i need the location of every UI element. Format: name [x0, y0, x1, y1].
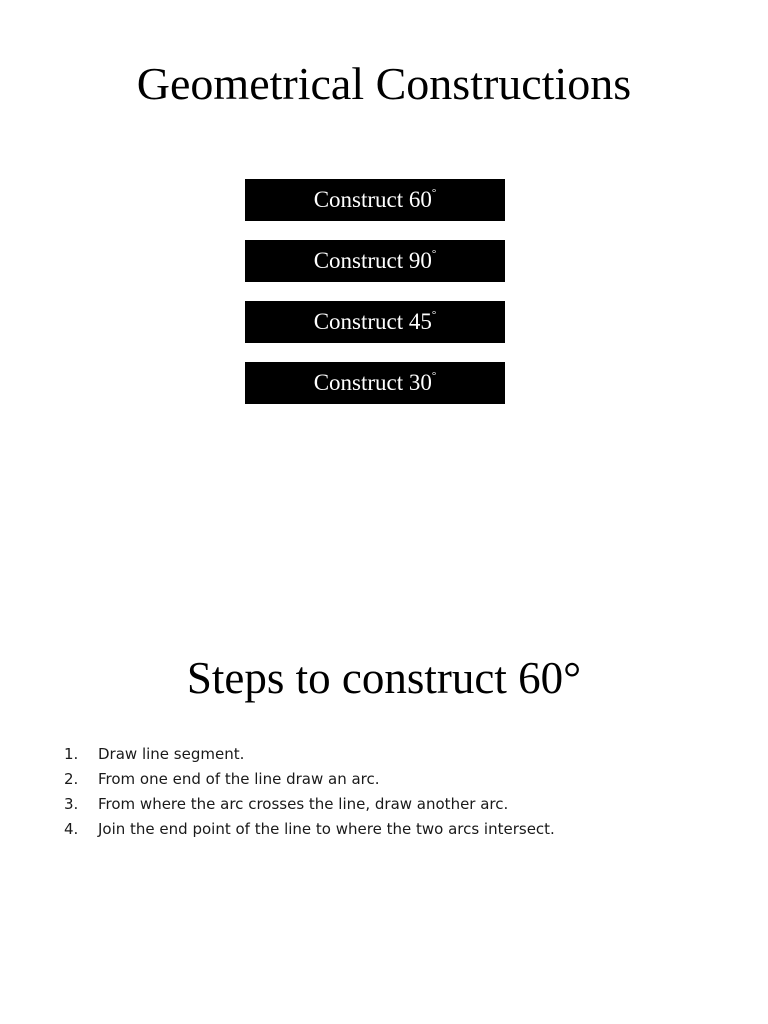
degree-mark: °: [431, 370, 437, 382]
construct-90-label: Construct 90: [313, 248, 432, 273]
step-number: 3.: [64, 795, 79, 813]
list-item: [60, 768, 555, 793]
degree-mark: °: [431, 187, 437, 199]
construct-90-button[interactable]: [245, 240, 505, 282]
list-item: [60, 743, 555, 768]
list-item: [60, 793, 555, 818]
degree-mark: °: [431, 248, 437, 260]
steps-title: Steps to construct 60°: [186, 653, 582, 703]
step-number: 2.: [64, 770, 79, 788]
construct-30-label: Construct 30: [313, 370, 432, 395]
list-item: [60, 818, 555, 843]
steps-list: [60, 743, 555, 843]
page-title: Geometrical Constructions: [136, 58, 632, 109]
construct-60-button[interactable]: [245, 179, 505, 221]
construct-45-button[interactable]: [245, 301, 505, 343]
step-text: Draw line segment.: [98, 745, 245, 763]
step-text: From one end of the line draw an arc.: [98, 770, 380, 788]
construct-60-label: Construct 60: [313, 187, 432, 212]
step-text: From where the arc crosses the line, draw another arc.: [98, 795, 509, 813]
degree-mark: °: [431, 309, 437, 321]
construct-30-button[interactable]: [245, 362, 505, 404]
step-number: 1.: [64, 745, 79, 763]
construction-button-group: [245, 179, 505, 423]
step-text: Join the end point of the line to where the two arcs intersect.: [98, 820, 555, 838]
step-number: 4.: [64, 820, 79, 838]
construct-45-label: Construct 45: [313, 309, 432, 334]
